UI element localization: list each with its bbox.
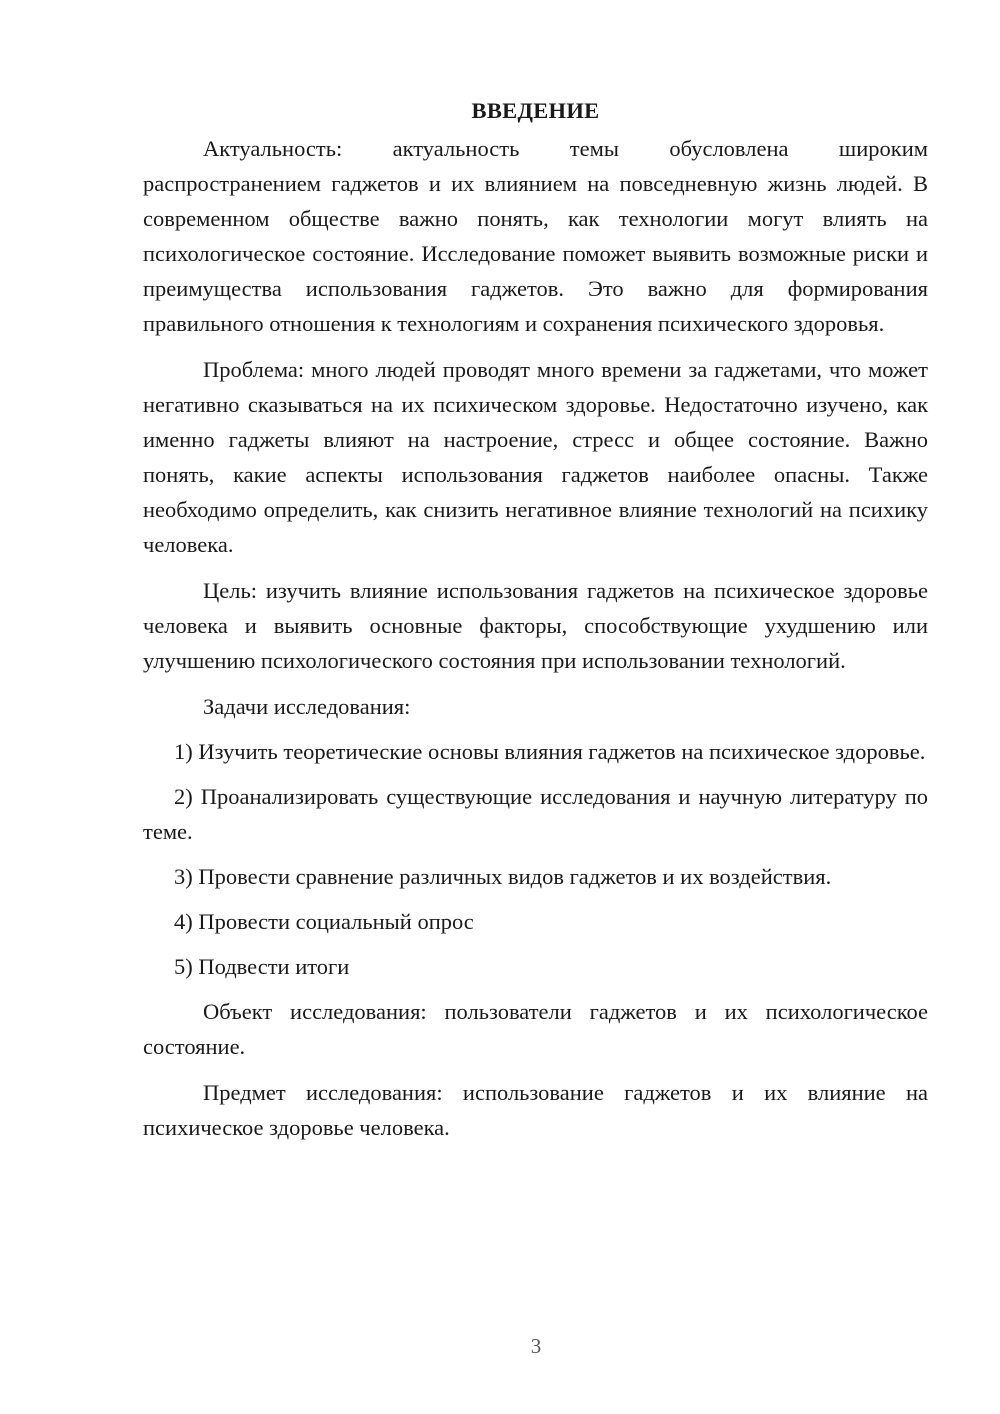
list-item: 5) Подвести итоги bbox=[174, 954, 350, 979]
tasks-list bbox=[143, 734, 928, 984]
subject-paragraph: Предмет исследования: использование гаджетов и их влияние на психическое здоровье человека. bbox=[143, 1080, 928, 1140]
page-number: 3 bbox=[530, 1334, 542, 1358]
list-item: 4) Провести социальный опрос bbox=[174, 909, 474, 934]
goal-paragraph: Цель: изучить влияние использования гаджетов на психическое здоровье человека и выявить основные факторы, способствующие ухудшению или улучшению психологического состояния при использовании технологий. bbox=[143, 578, 928, 673]
problem-paragraph: Проблема: много людей проводят много времени за гаджетами, что может негативно сказываться на их психическом здоровье. Недостаточно изучено, как именно гаджеты влияют на настроение, стресс и общее состояние. Важно понять, какие аспекты использования гаджетов наиболее опасны. Также необходимо определить, как снизить негативное влияние технологий на психику человека. bbox=[143, 357, 928, 557]
relevance-paragraph: Актуальность: актуальность темы обусловлена широким распространением гаджетов и их влиянием на повседневную жизнь людей. В современном обществе важно понять, как технологии могут влиять на психологическое состояние. Исследование поможет выявить возможные риски и преимущества использования гаджетов. Это важно для формирования правильного отношения к технологиям и сохранения психического здоровья. bbox=[143, 136, 928, 336]
tasks-heading: Задачи исследования: bbox=[203, 694, 411, 719]
list-item: 3) Провести сравнение различных видов гаджетов и их воздействия. bbox=[174, 864, 832, 889]
list-item: 2) Проанализировать существующие исследования и научную литературу по теме. bbox=[143, 784, 928, 844]
list-item: 1) Изучить теоретические основы влияния гаджетов на психическое здоровье. bbox=[174, 739, 926, 764]
page-content bbox=[143, 96, 928, 1156]
page-title: ВВЕДЕНИЕ bbox=[471, 98, 600, 123]
object-paragraph: Объект исследования: пользователи гаджетов и их психологическое состояние. bbox=[143, 999, 928, 1059]
